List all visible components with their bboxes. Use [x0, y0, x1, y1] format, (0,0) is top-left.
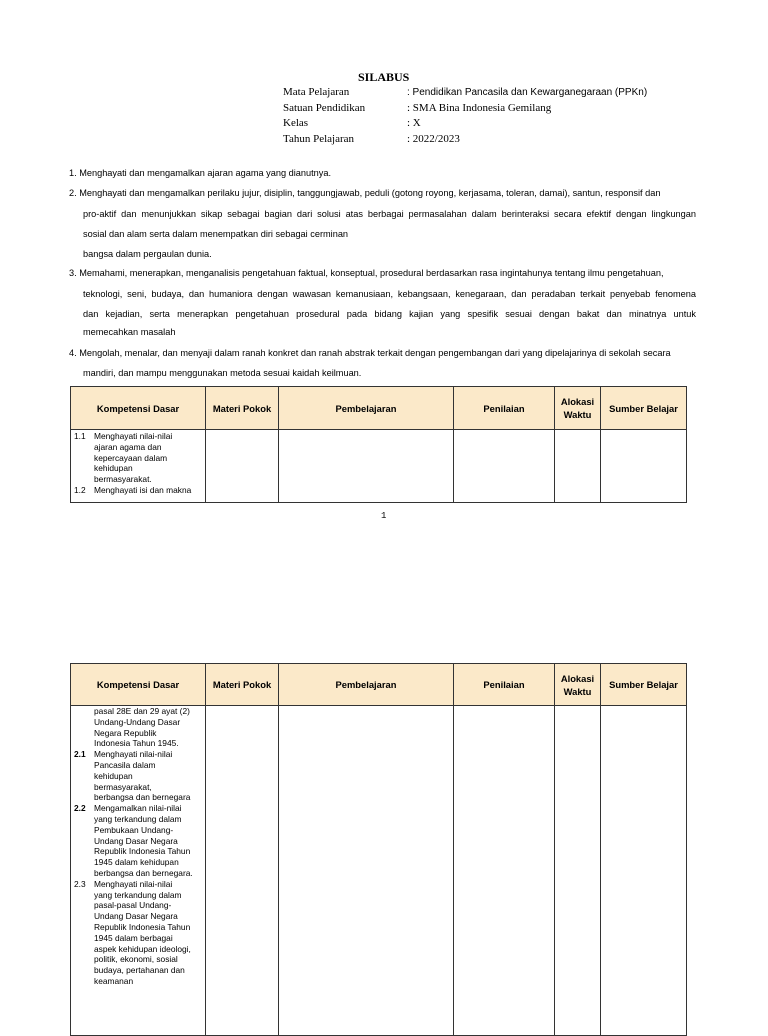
core-competency-2-line: sosial dan alam serta dalam menempatkan diri sebagai cerminan: [83, 229, 349, 239]
header-penilaian: Penilaian: [454, 387, 555, 430]
alokasi-cell: [555, 706, 601, 1036]
kd-text-line: budaya, pertahanan dan: [94, 965, 185, 976]
kd-text-line: Republik Indonesia Tahun: [94, 921, 191, 932]
header-sumber-belajar: Sumber Belajar: [601, 387, 687, 430]
sumber-cell: [601, 430, 687, 503]
kd-number: 2.3: [74, 878, 86, 889]
header-materi-pokok: Materi Pokok: [206, 387, 279, 430]
core-competency-4: 4. Mengolah, menalar, dan menyaji dalam ranah konkret dan ranah abstrak terkait dengan pengembangan dari yang dipelajarinya di sekolah secara: [69, 348, 671, 358]
kd-text-line: Mengamalkan nilai-nilai: [94, 803, 182, 814]
header-alokasi-waktu: [555, 664, 601, 706]
meta-label: Kelas: [283, 117, 309, 129]
kd-item: [71, 803, 205, 879]
core-competency-2: 2. Menghayati dan mengamalkan perilaku jujur, disiplin, tanggungjawab, peduli (gotong royong, kerjasama, toleran, damai), santun, responsif dan: [69, 188, 661, 198]
header-materi-pokok: Materi Pokok: [206, 664, 279, 706]
pembelajaran-cell: [279, 430, 454, 503]
kd-text-line: Menghayati nilai-nilai: [94, 431, 173, 441]
kd-cell: [71, 430, 206, 503]
kd-text-line: Pembukaan Undang-: [94, 824, 174, 835]
core-competency-3-line: teknologi, seni, budaya, dan humaniora dengan wawasan kemanusiaan, kebangsaan, kenegaraan, dan peradaban terkait penyebab fenomena: [83, 289, 696, 299]
header-sumber-belajar: Sumber Belajar: [601, 664, 687, 706]
kd-text-line: berbangsa dan bernegara.: [94, 867, 193, 878]
kd-item: [71, 485, 205, 496]
kd-text-line: aspek kehidupan ideologi,: [94, 943, 191, 954]
header-kompetensi-dasar: Kompetensi Dasar: [71, 664, 206, 706]
core-competency-3: 3. Memahami, menerapkan, menganalisis pengetahuan faktual, konseptual, prosedural berdasarkan rasa ingintahunya tentang ilmu pengetahuan,: [69, 268, 664, 278]
kd-text-line: 1945 dalam berbagai: [94, 932, 173, 943]
kd-number: 1.1: [74, 431, 86, 441]
header-kompetensi-dasar: Kompetensi Dasar: [71, 387, 206, 430]
kd-text-line: pasal 28E dan 29 ayat (2): [94, 706, 190, 716]
core-competency-2-line: pro-aktif dan menunjukkan sikap sebagai bagian dari solusi atas berbagai permasalahan dalam berinteraksi secara efektif dengan lingkungan: [83, 209, 696, 219]
kd-text-line: Menghayati nilai-nilai: [94, 878, 173, 889]
kd-item: [71, 431, 205, 485]
materi-cell: [206, 430, 279, 503]
sumber-cell: [601, 706, 687, 1036]
header-waktu-line: Waktu: [563, 685, 592, 697]
kd-text-line: bermasyarakat,: [94, 781, 152, 792]
materi-cell: [206, 706, 279, 1036]
kd-text-line: berbangsa dan bernegara: [94, 792, 191, 803]
meta-value: : 2022/2023: [407, 132, 460, 145]
page-title: SILABUS: [358, 70, 410, 84]
header-pembelajaran: Pembelajaran: [279, 387, 454, 430]
core-competency-1: 1. Menghayati dan mengamalkan ajaran agama yang dianutnya.: [69, 168, 332, 178]
kd-text-line: kehidupan: [94, 463, 133, 474]
kd-number: 2.2: [74, 803, 86, 814]
meta-label: Mata Pelajaran: [283, 86, 350, 98]
kd-text-line: Menghayati isi dan makna: [94, 484, 192, 495]
syllabus-table-page-2: [70, 663, 687, 1036]
kd-text-line: Undang-Undang Dasar: [94, 716, 181, 727]
kd-item: [71, 879, 205, 987]
meta-value: : SMA Bina Indonesia Gemilang: [407, 101, 552, 114]
kd-text-line: bermasyarakat.: [94, 474, 152, 485]
kd-text-line: ajaran agama dan: [94, 441, 162, 452]
core-competency-3-line: memecahkan masalah: [83, 327, 176, 337]
kd-text-line: kehidupan: [94, 770, 133, 781]
kd-text-line: yang terkandung dalam: [94, 813, 182, 824]
header-alokasi-line: Alokasi: [560, 672, 595, 684]
header-penilaian: Penilaian: [454, 664, 555, 706]
kd-text-line: Republik Indonesia Tahun: [94, 846, 191, 857]
header-alokasi-waktu: [555, 387, 601, 430]
kd-text-line: keamanan: [94, 975, 134, 986]
header-waktu-line: Waktu: [563, 409, 592, 420]
kd-text-line: Pancasila dalam: [94, 759, 156, 770]
meta-label: Satuan Pendidikan: [283, 101, 366, 114]
pembelajaran-cell: [279, 706, 454, 1036]
kd-text-line: politik, ekonomi, sosial: [94, 954, 178, 965]
kd-text-line: Negara Republik: [94, 727, 157, 738]
kd-cell: [71, 706, 206, 1036]
kd-item: [71, 749, 205, 803]
penilaian-cell: [454, 706, 555, 1036]
penilaian-cell: [454, 430, 555, 503]
kd-text-line: Undang Dasar Negara: [94, 835, 178, 846]
core-competency-2-line: bangsa dalam pergaulan dunia.: [83, 249, 212, 259]
meta-value: : X: [407, 117, 421, 129]
syllabus-table-page-1: [70, 386, 687, 503]
kd-text-line: Undang Dasar Negara: [94, 911, 178, 922]
header-alokasi-line: Alokasi: [560, 396, 595, 407]
core-competency-3-line: dan kejadian, serta menerapkan pengetahuan prosedural pada bidang kajian yang spesifik sesuai dengan bakat dan minatnya untuk: [83, 309, 696, 319]
kd-text-line: kepercayaan dalam: [94, 452, 168, 463]
kd-continuation: [71, 706, 205, 749]
header-pembelajaran: Pembelajaran: [279, 664, 454, 706]
kd-text-line: yang terkandung dalam: [94, 889, 182, 900]
kd-text-line: 1945 dalam kehidupan: [94, 857, 179, 868]
kd-text-line: Menghayati nilai-nilai: [94, 749, 173, 760]
kd-number: 2.1: [74, 749, 86, 760]
kd-number: 1.2: [74, 484, 86, 495]
page-number: 1: [381, 511, 387, 521]
meta-value: : Pendidikan Pancasila dan Kewarganegaraan (PPKn): [407, 87, 648, 98]
kd-text-line: pasal-pasal Undang-: [94, 900, 172, 911]
kd-text-line: Indonesia Tahun 1945.: [94, 738, 179, 749]
meta-label: Tahun Pelajaran: [283, 132, 355, 145]
core-competency-4-line: mandiri, dan mampu menggunakan metoda sesuai kaidah keilmuan.: [83, 368, 362, 378]
alokasi-cell: [555, 430, 601, 503]
